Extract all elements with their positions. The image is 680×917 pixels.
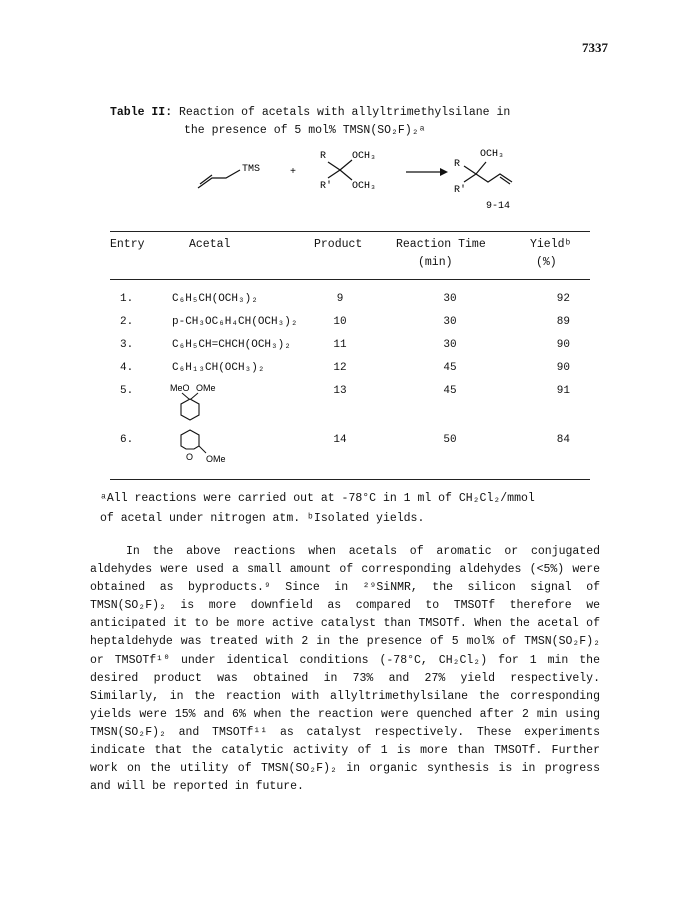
acetal-r-label: R — [320, 151, 327, 162]
row-entry: 2. — [120, 316, 134, 328]
page-number: 7337 — [582, 40, 608, 55]
row-yield: 91 — [556, 385, 570, 397]
product-r-prime-label: R' — [454, 185, 467, 196]
allyltrimethylsilane-structure — [198, 164, 260, 188]
row-entry: 4. — [120, 362, 134, 374]
product-och3-label: OCH₃ — [480, 149, 505, 160]
table-caption — [110, 104, 580, 140]
header-reaction-time: Reaction Time — [396, 238, 486, 251]
acetal-r-prime-label: R' — [320, 181, 333, 192]
header-entry: Entry — [110, 238, 145, 251]
ome-label: OMe — [206, 454, 226, 464]
table-top-rule — [110, 231, 590, 232]
table-bottom-rule — [110, 479, 590, 480]
row-entry: 1. — [120, 293, 134, 305]
body-text — [90, 543, 600, 796]
product-number-label: 9-14 — [486, 201, 511, 212]
row-product: 9 — [336, 293, 344, 305]
row-reaction-time: 30 — [443, 339, 457, 351]
header-yield: Yieldᵇ — [530, 238, 572, 251]
product-r-label: R — [454, 159, 461, 170]
row-yield: 89 — [556, 316, 570, 328]
footnote-line-2: of acetal under nitrogen atm. ᵇIsolated yields. — [100, 512, 425, 525]
body-paragraph: In the above reactions when acetals of aromatic or conjugated aldehydes were used a small amount of corresponding aldehydes (<5%) were obtained as byproducts.⁹ Since in ²⁹SiNMR, the silicon signal of TMSN(SO₂F)₂ is more downfield as compared to TMSOTf therefore we anticipated it to be more active catalyst than TMSOTf. When the acetal of heptaldehyde was treated with 2 in the presence of 5 mol% of TMSN(SO₂F)₂ or TMSOTf¹⁰ under identical conditions (-78°C, CH₂Cl₂) for 1 min the desired product was obtained in 73% and 27% yield respectively. Similarly, in the reaction with allyltrimethylsilane the corresponding yields were 15% and 6% when the reaction were quenched after 2 min using TMSN(SO₂F)₂ and TMSOTf¹¹ as catalyst respectively. These experiments indicate that the catalytic activity of 1 is more than TMSOTf. Further work on the utility of TMSN(SO₂F)₂ in organic synthesis is in progress and will be reported in future. — [90, 545, 600, 794]
row-acetal: C₆H₁₃CH(OCH₃)₂ — [172, 362, 265, 374]
header-acetal: Acetal — [189, 238, 231, 251]
row-entry: 5. — [120, 385, 134, 397]
row-product: 13 — [333, 385, 347, 397]
table-footnote — [100, 489, 600, 529]
row-acetal: p-CH₃OC₆H₄CH(OCH₃)₂ — [172, 316, 298, 328]
cyclohexanone-dimethyl-acetal-structure — [168, 382, 248, 430]
row-entry: 6. — [120, 434, 134, 446]
caption-line-2: the presence of 5 mol% TMSN(SO₂F)₂ᵃ — [184, 124, 426, 137]
row-reaction-time: 50 — [443, 434, 457, 446]
row-yield: 90 — [556, 339, 570, 351]
caption-line-1: Reaction of acetals with allyltrimethylsilane in — [179, 106, 511, 119]
row-reaction-time: 45 — [443, 362, 457, 374]
table-header-rule — [110, 279, 590, 280]
row-reaction-time: 30 — [443, 316, 457, 328]
header-yield-unit: (%) — [536, 256, 557, 269]
row-acetal: C₆H₅CH(OCH₃)₂ — [172, 293, 258, 305]
reaction-arrow — [406, 168, 448, 176]
header-product: Product — [314, 238, 363, 251]
row-yield: 90 — [556, 362, 570, 374]
row-yield: 92 — [556, 293, 570, 305]
row-product: 10 — [333, 316, 347, 328]
row-product: 11 — [333, 339, 347, 351]
ome-label: OMe — [196, 383, 216, 393]
acetal-och3-top-label: OCH₃ — [352, 151, 377, 162]
header-reaction-time-unit: (min) — [418, 256, 453, 269]
acetal-structure — [320, 151, 376, 192]
plus-sign: + — [290, 167, 297, 178]
row-yield: 84 — [556, 434, 570, 446]
meo-label: MeO — [170, 383, 190, 393]
footnote-line-1: ᵃAll reactions were carried out at -78°C in 1 ml of CH₂Cl₂/mmol — [100, 492, 535, 505]
row-product: 12 — [333, 362, 347, 374]
row-product: 14 — [333, 434, 347, 446]
row-reaction-time: 30 — [443, 293, 457, 305]
row-entry: 3. — [120, 339, 134, 351]
ring-oxygen-label: O — [186, 452, 194, 462]
product-structure — [454, 149, 512, 212]
acetal-och3-bottom-label: OCH₃ — [352, 181, 377, 192]
reaction-scheme — [150, 140, 570, 220]
table-label: Table II: — [110, 106, 173, 119]
row-reaction-time: 45 — [443, 385, 457, 397]
row-acetal: C₆H₅CH=CHCH(OCH₃)₂ — [172, 339, 291, 351]
methoxytetrahydropyran-structure — [172, 426, 252, 470]
tms-label: TMS — [242, 164, 261, 175]
